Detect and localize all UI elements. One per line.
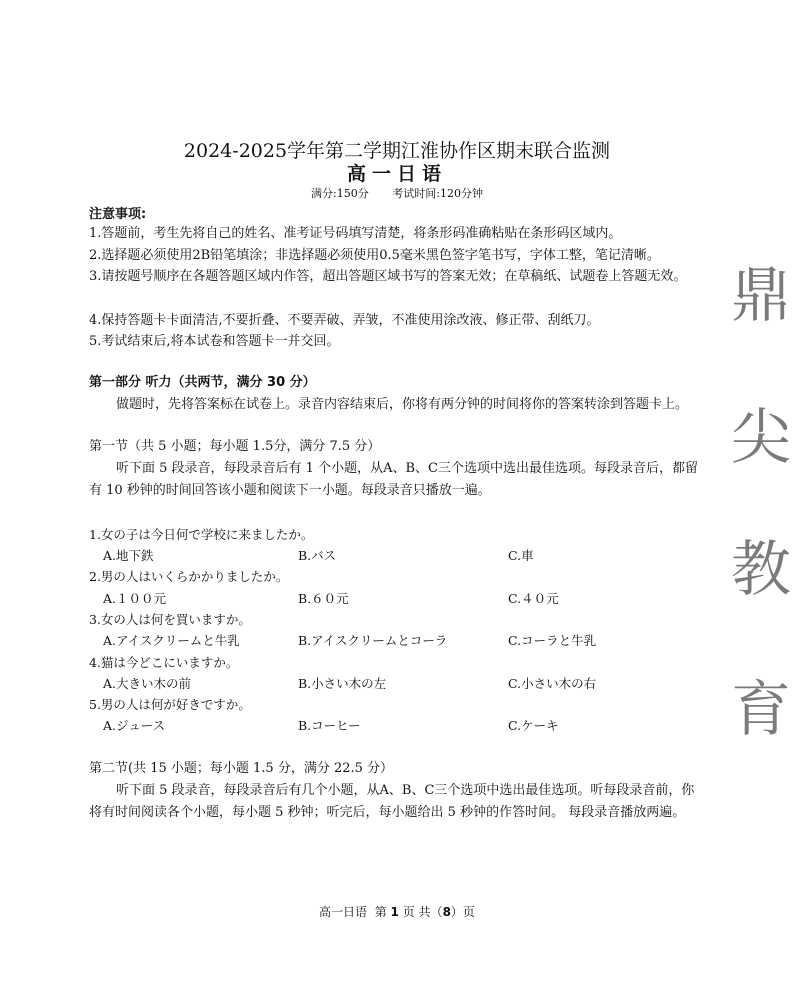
section2-instructions: 听下面 5 段录音，每段录音后有几个小题，从A、B、C三个选项中选出最佳选项。听每段录音前，你将有时间阅读各个小题，每小题 5 秒钟；听完后，每小题给出 5 秒钟的作答时间。 每段录音播放两遍。 [89,783,695,820]
section2-heading: 第二节(共 15 小题；每小题 1.5 分，满分 22.5 分） [89,761,394,776]
question-5: 5.男の人は何が好きですか。 [89,697,251,712]
option-b: B.アイスクリームとコーラ [298,633,448,648]
option-b: B.バス [298,548,337,563]
watermark-char: 育 [731,675,791,745]
watermark-char: 鼎 [731,261,791,331]
option-b: B.コーヒー [298,718,361,733]
exam-title: 2024-2025学年第二学期江淮协作区期末联合监测 [183,140,611,162]
watermark-char: 教 [731,535,791,605]
footer-subject: 高一日语 [319,905,368,919]
page-total: 8 [442,905,451,919]
option-c: C.車 [508,548,534,563]
part1-heading: 第一部分 听力（共两节，满分 30 分） [89,375,316,390]
page-footer: 高一日语 第 1 页 共（8）页 [319,905,475,919]
option-c: C.小さい木の右 [508,676,597,691]
notice-item: 5.考试结束后,将本试卷和答题卡一并交回。 [89,334,340,349]
section1-instructions: 听下面 5 段录音，每段录音后有 1 个小题，从A、B、C三个选项中选出最佳选项。每段录音后，都留有 10 秒钟的时间回答该小题和阅读下一小题。每段录音只播放一遍。 [89,461,698,498]
watermark-char: 尖 [731,403,791,473]
option-c: C.４０元 [508,591,559,606]
notice-item: 1.答题前，考生先将自己的姓名、准考证号码填写清楚，将条形码准确粘贴在条形码区域内。 [89,226,622,241]
question-1: 1.女の子は今日何で学校に来ましたか。 [89,527,314,542]
question-4: 4.猫は今どこにいますか。 [89,655,239,670]
notice-heading: 注意事项: [89,207,147,222]
option-a: A.大きい木の前 [103,676,192,691]
option-c: C.コーラと牛乳 [508,633,597,648]
exam-meta [0,185,794,201]
notice-item: 2.选择题必须使用2B铅笔填涂；非选择题必须使用0.5毫米黑色签字笔书写，字体工整，笔记清晰。 [89,248,660,263]
part1-intro: 做题时，先将答案标在试卷上。录音内容结束后，你将有两分钟的时间将你的答案转涂到答题卡上。 [116,397,689,412]
option-a: A.ジュース [103,718,166,733]
exam-subject: 高一日语 [346,163,447,185]
question-3: 3.女の人は何を買いますか。 [89,612,251,627]
full-score: 满分:150分 [311,187,369,200]
notice-item: 3.请按题号顺序在各题答题区域内作答，超出答题区域书写的答案无效；在草稿纸、试题卷上答题无效。 [89,269,687,284]
exam-time: 考试时间:120分钟 [392,187,483,200]
question-2: 2.男の人はいくらかかりましたか。 [89,569,289,584]
option-b: B.小さい木の左 [298,676,387,691]
notice-item: 4.保持答题卡卡面清洁,不要折叠、不要弄破、弄皱，不准使用涂改液、修正带、刮纸刀。 [89,313,600,328]
option-a: A.地下鉄 [103,548,154,563]
option-a: A.アイスクリームと牛乳 [103,633,240,648]
page-number: 1 [390,905,399,919]
section1-heading: 第一节（共 5 小题；每小题 1.5分，满分 7.5 分） [89,439,381,454]
option-b: B.６０元 [298,591,349,606]
option-c: C.ケーキ [508,718,559,733]
option-a: A.１００元 [103,591,167,606]
